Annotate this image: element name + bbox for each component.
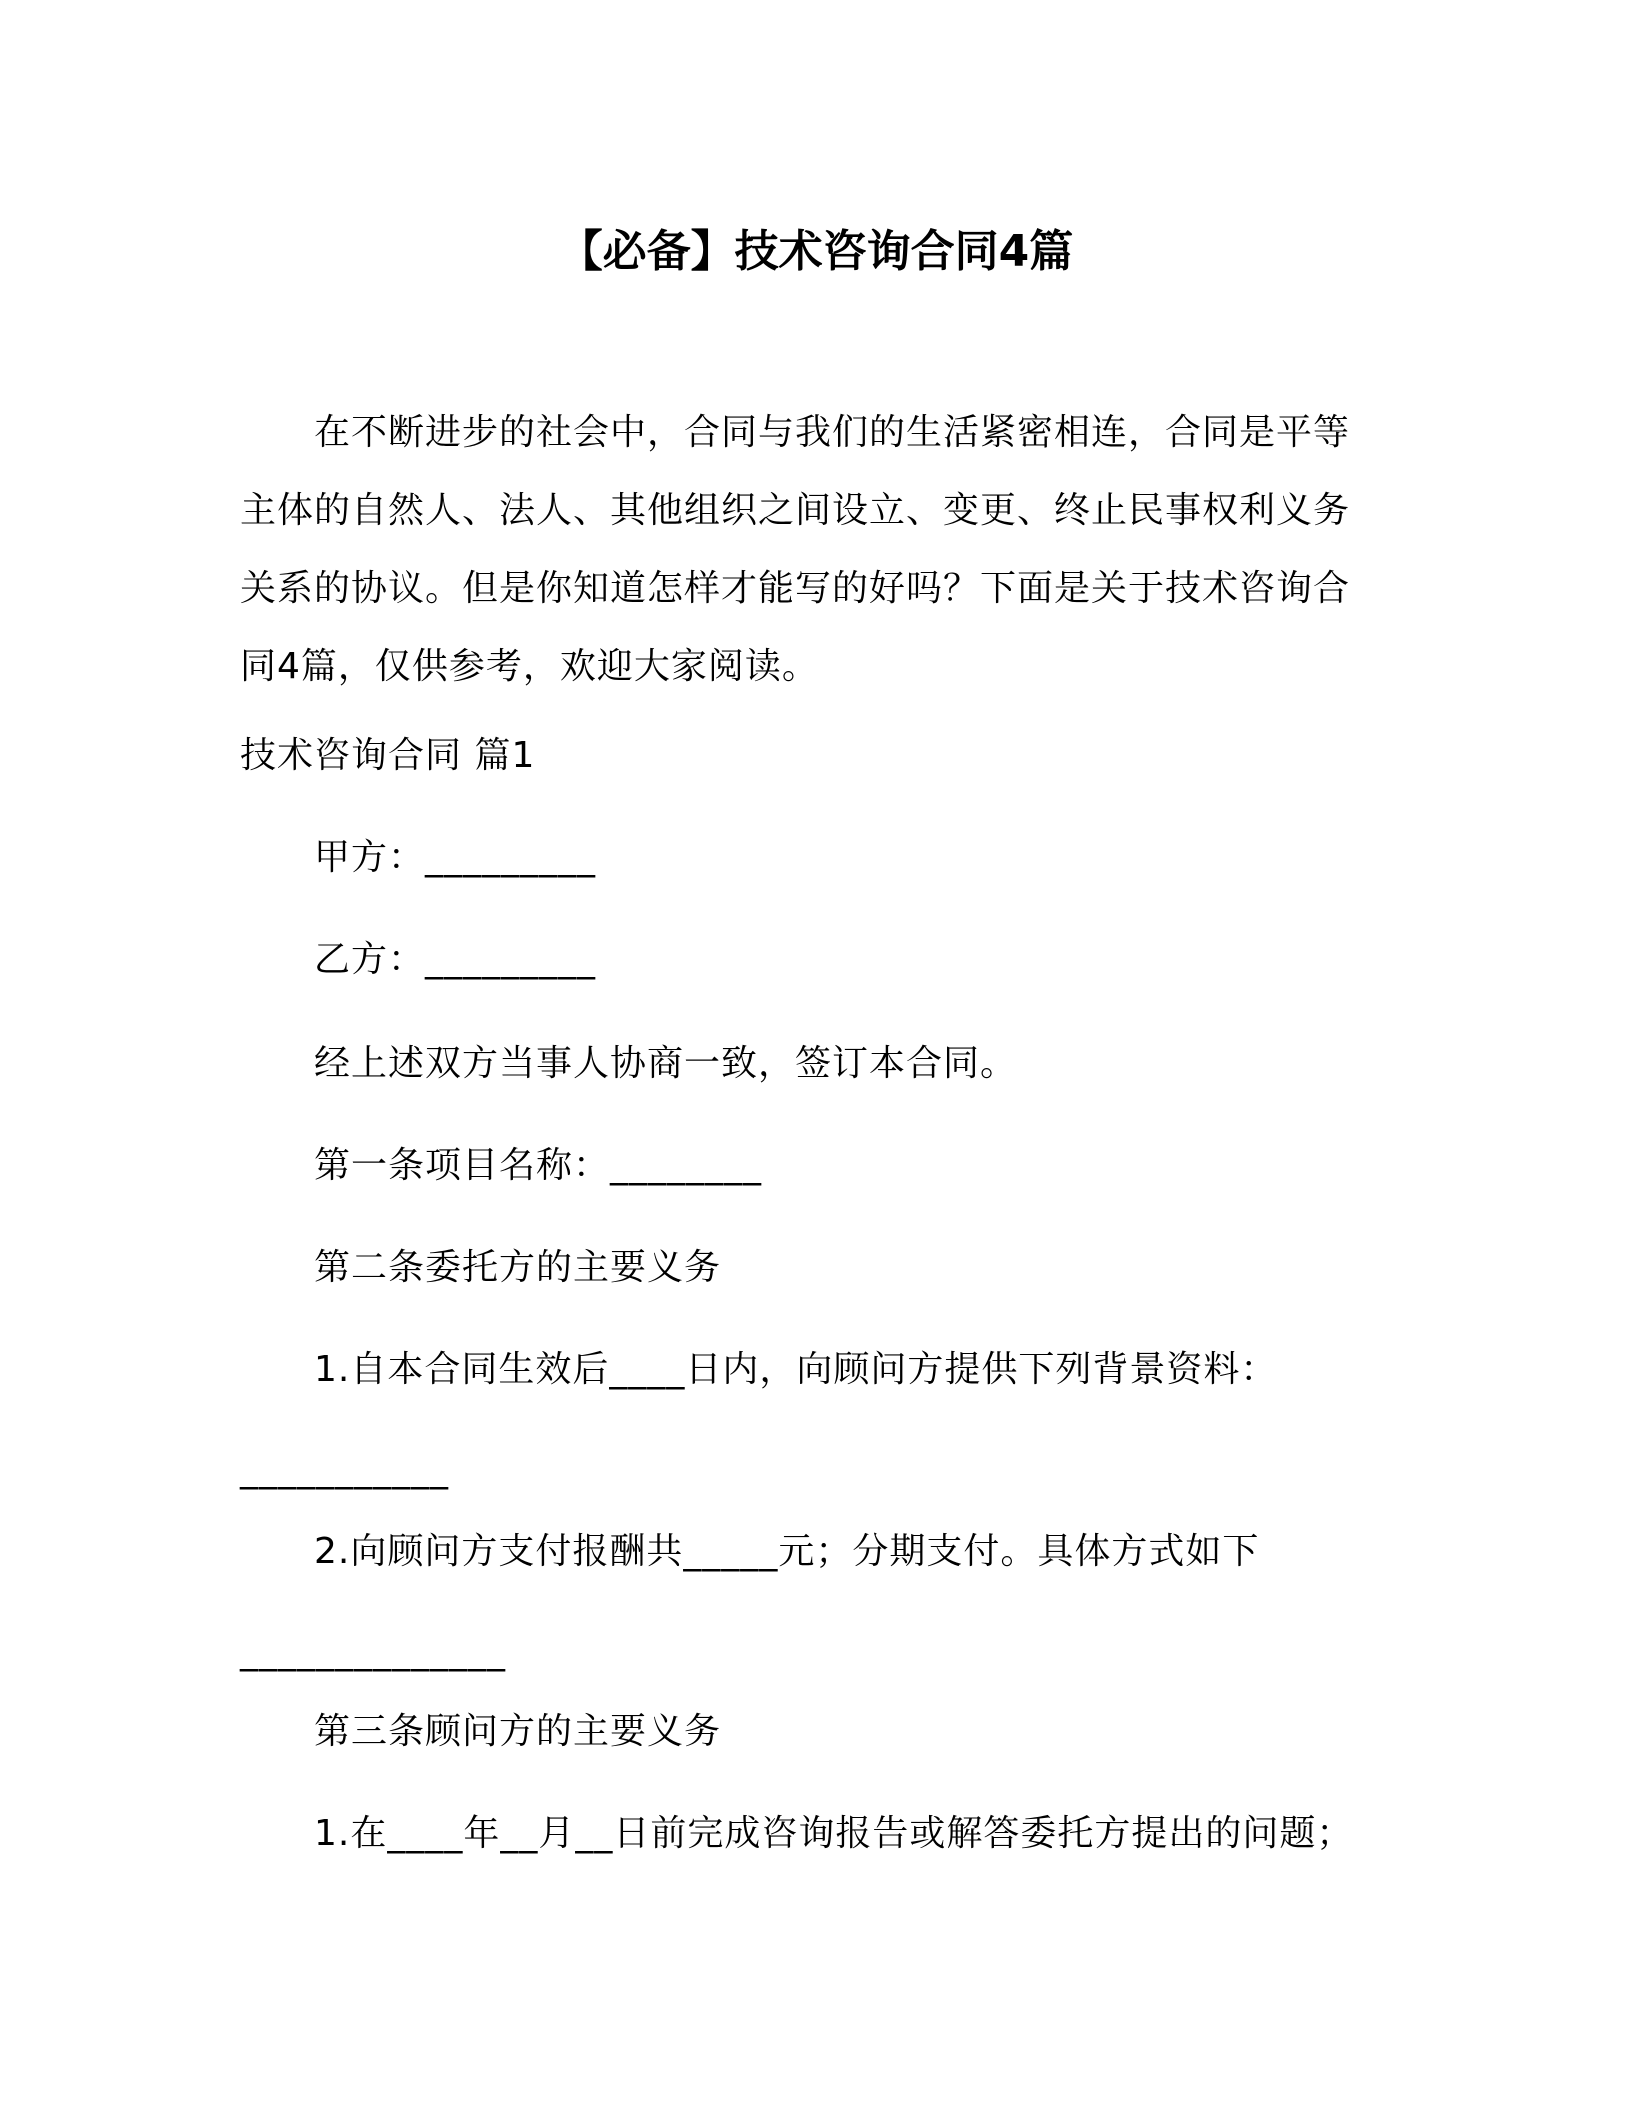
document-title: 【必备】技术咨询合同4篇 (558, 226, 1074, 277)
agreement-line: 经上述双方当事人协商一致，签订本合同。 (314, 1043, 1018, 1084)
party-a-line: 甲方：_________ (314, 837, 597, 878)
section-heading: 技术咨询合同 篇1 (240, 735, 536, 776)
article-3-heading: 第三条顾问方的主要义务 (314, 1711, 722, 1752)
article-3-item-1: 1.在____年__月__日前完成咨询报告或解答委托方提出的问题； (314, 1813, 1354, 1854)
intro-paragraph: 在不断进步的社会中，合同与我们的生活紧密相连，合同是平等主体的自然人、法人、其他组织之间设立、变更、终止民事权利义务关系的协议。但是你知道怎样才能写的好吗？下面是关于技术咨询合同4篇，仅供参考，欢迎大家阅读。 (240, 412, 1351, 687)
article-2-item-1-blank: ___________ (240, 1449, 449, 1490)
article-2-heading: 第二条委托方的主要义务 (314, 1247, 722, 1288)
article-2-item-1: 1.自本合同生效后____日内，向顾问方提供下列背景资料： (314, 1349, 1278, 1390)
party-b-line: 乙方：_________ (314, 939, 597, 980)
article-2-item-2: 2.向顾问方支付报酬共_____元；分期支付。具体方式如下 (314, 1531, 1260, 1572)
article-2-item-2-blank: ______________ (240, 1631, 506, 1672)
article-1: 第一条项目名称：________ (314, 1145, 763, 1186)
